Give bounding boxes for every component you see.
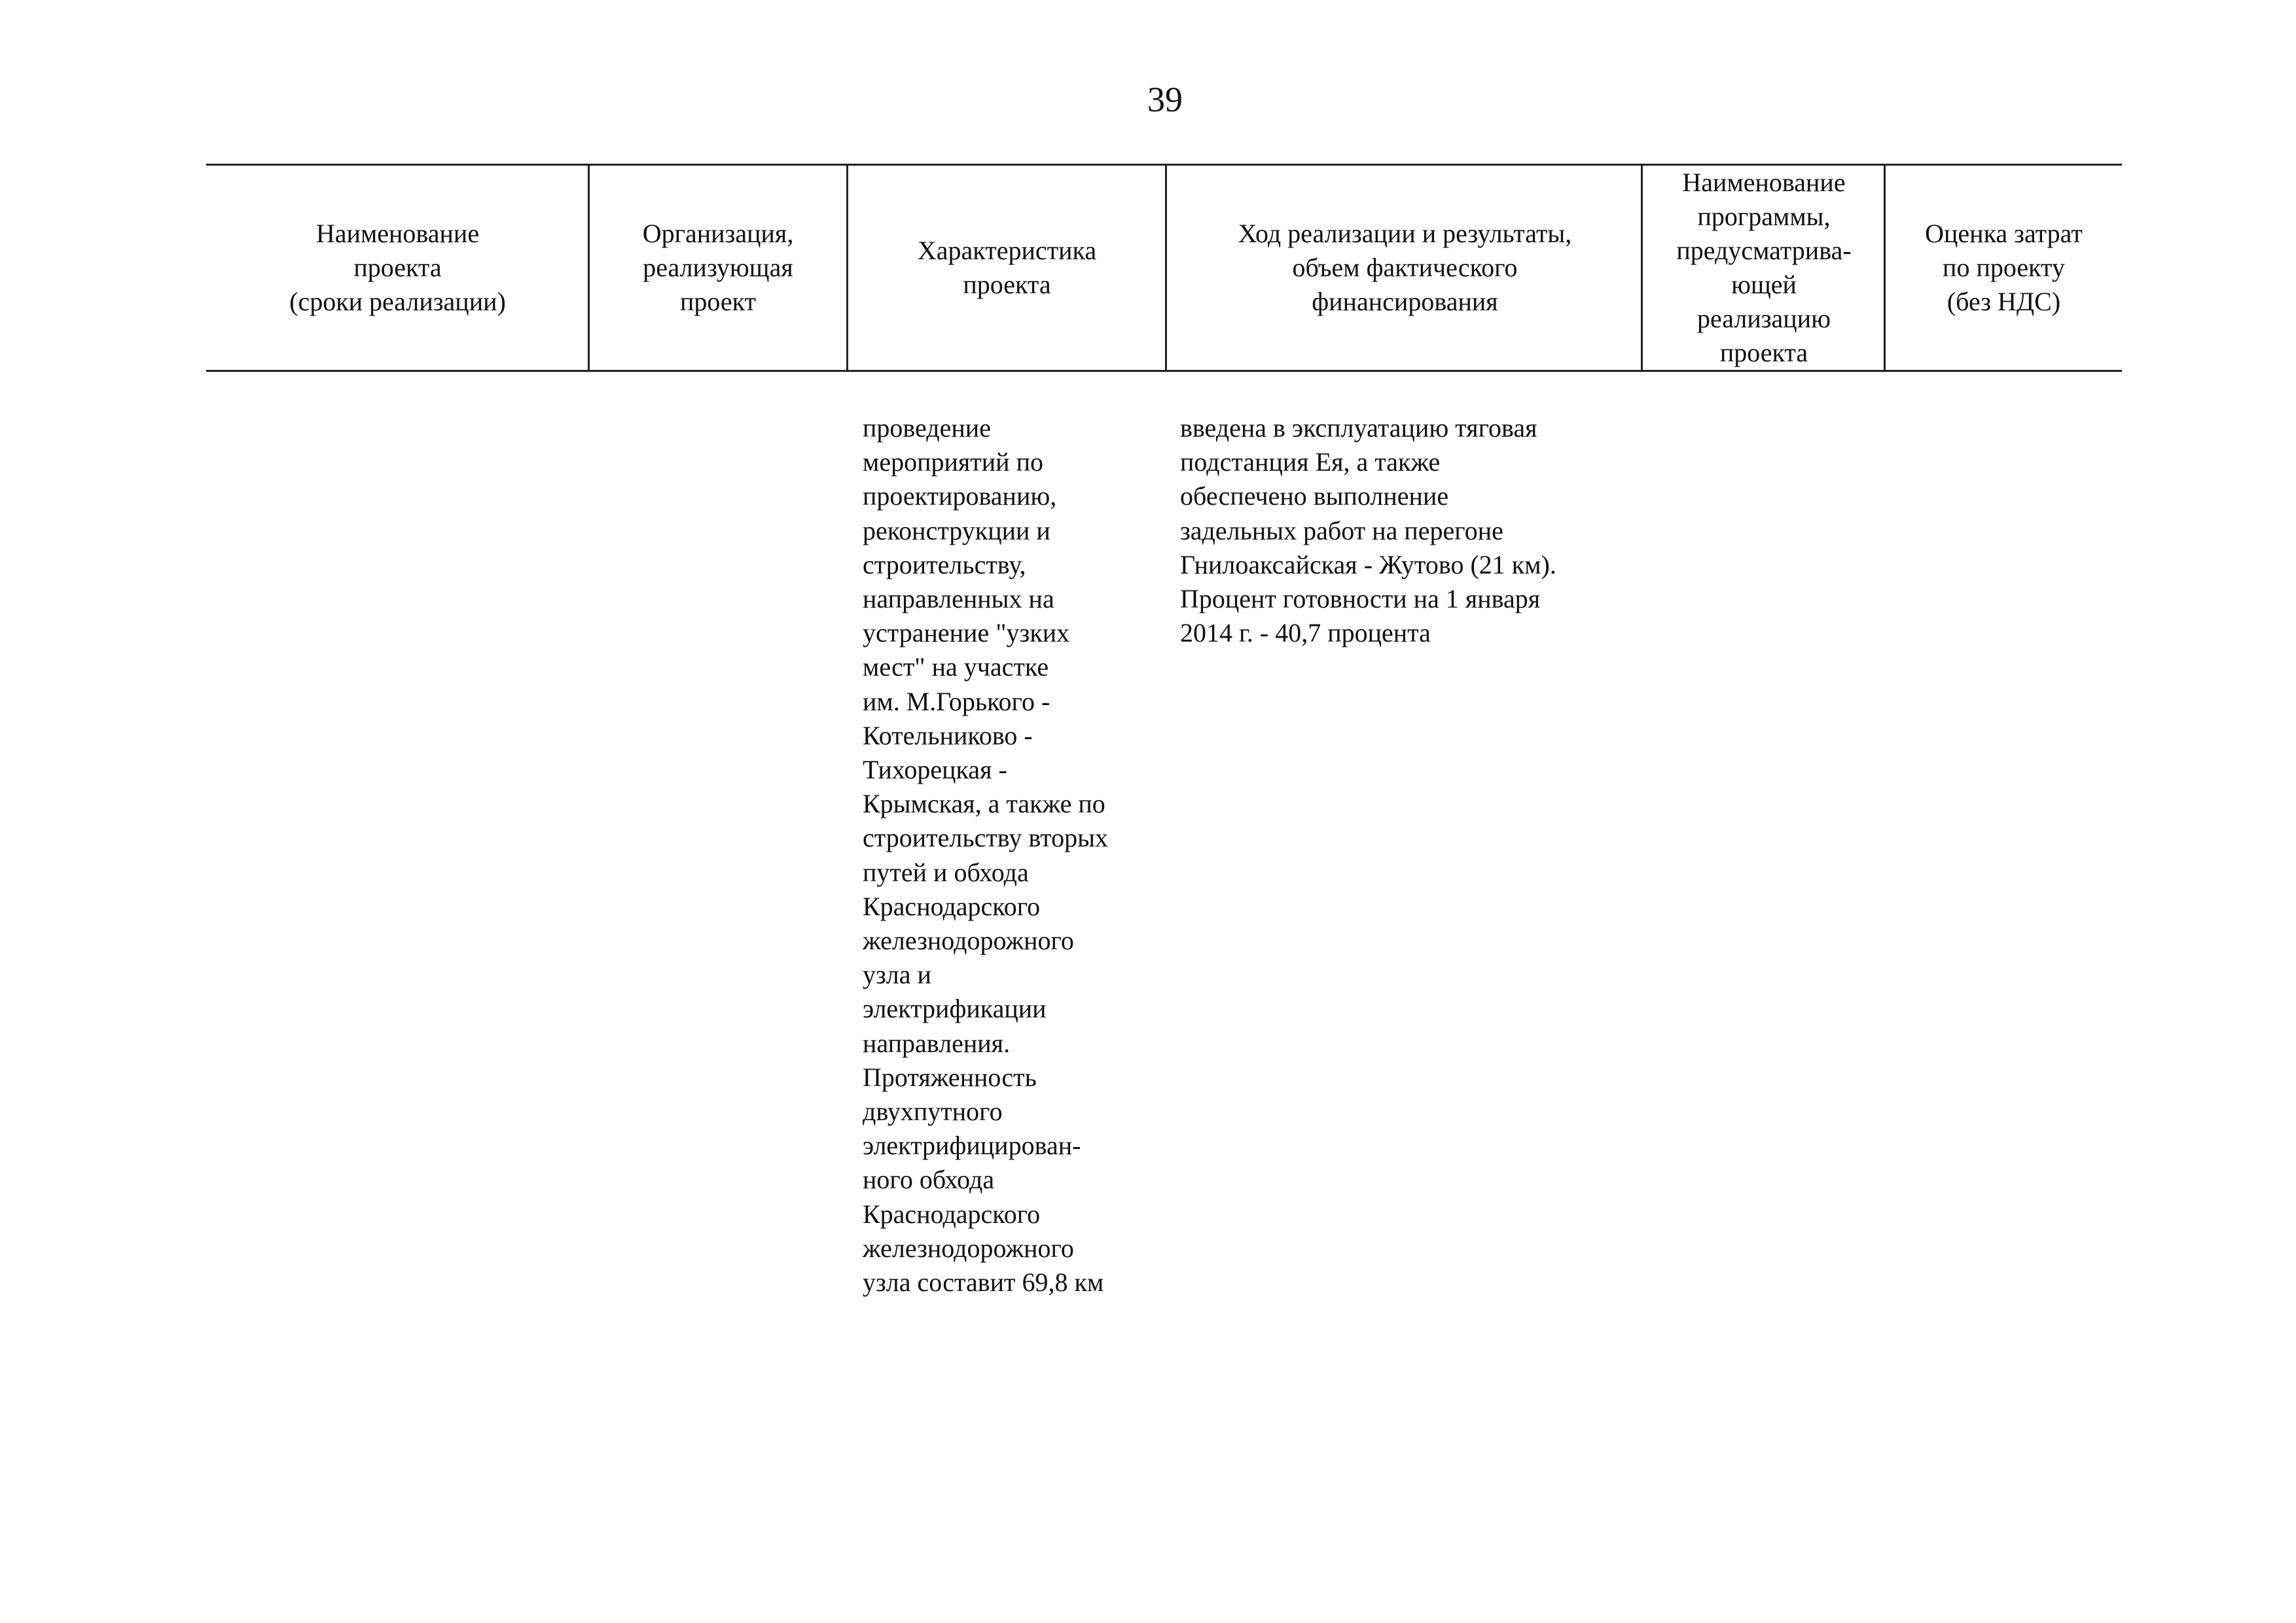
page-number: 39: [1147, 80, 1183, 119]
header-program: Наименование программы, предусматрива- ющей реализацию проекта: [1676, 168, 1852, 367]
table-row: [206, 372, 2122, 1302]
cell-characteristics: проведение мероприятий по проектированию, реконструкции и строительству, направленных на устранение "узких мест" на участке им. М.Горького - Котельниково - Тихорецкая - Крымская, а также по строительству вторых путей и обхода Краснодарского железнодорожного узла и электрификации направления. Протяженность двухпутного электрифицирован- ного обхода Краснодарского железнодорожного узла составит 69,8 км: [863, 413, 1109, 1298]
cell-progress: введена в эксплуатацию тяговая подстанция Ея, а также обеспечено выполнение задельных работ на перегоне Гнилоаксайская - Жутово (21 км). Процент готовности на 1 января 2014 г. - 40,7 процента: [1180, 413, 1556, 648]
header-organization: Организация, реализующая проект: [642, 219, 794, 316]
header-characteristics: Характеристика проекта: [917, 236, 1097, 299]
header-cost-estimate: Оценка затрат по проекту (без НДС): [1925, 219, 2083, 316]
projects-table: [206, 164, 2122, 1302]
header-project-name: Наименование проекта (сроки реализации): [289, 219, 506, 316]
header-progress: Ход реализации и результаты, объем фактического финансирования: [1238, 219, 1572, 316]
table-header-row: [206, 164, 2122, 372]
